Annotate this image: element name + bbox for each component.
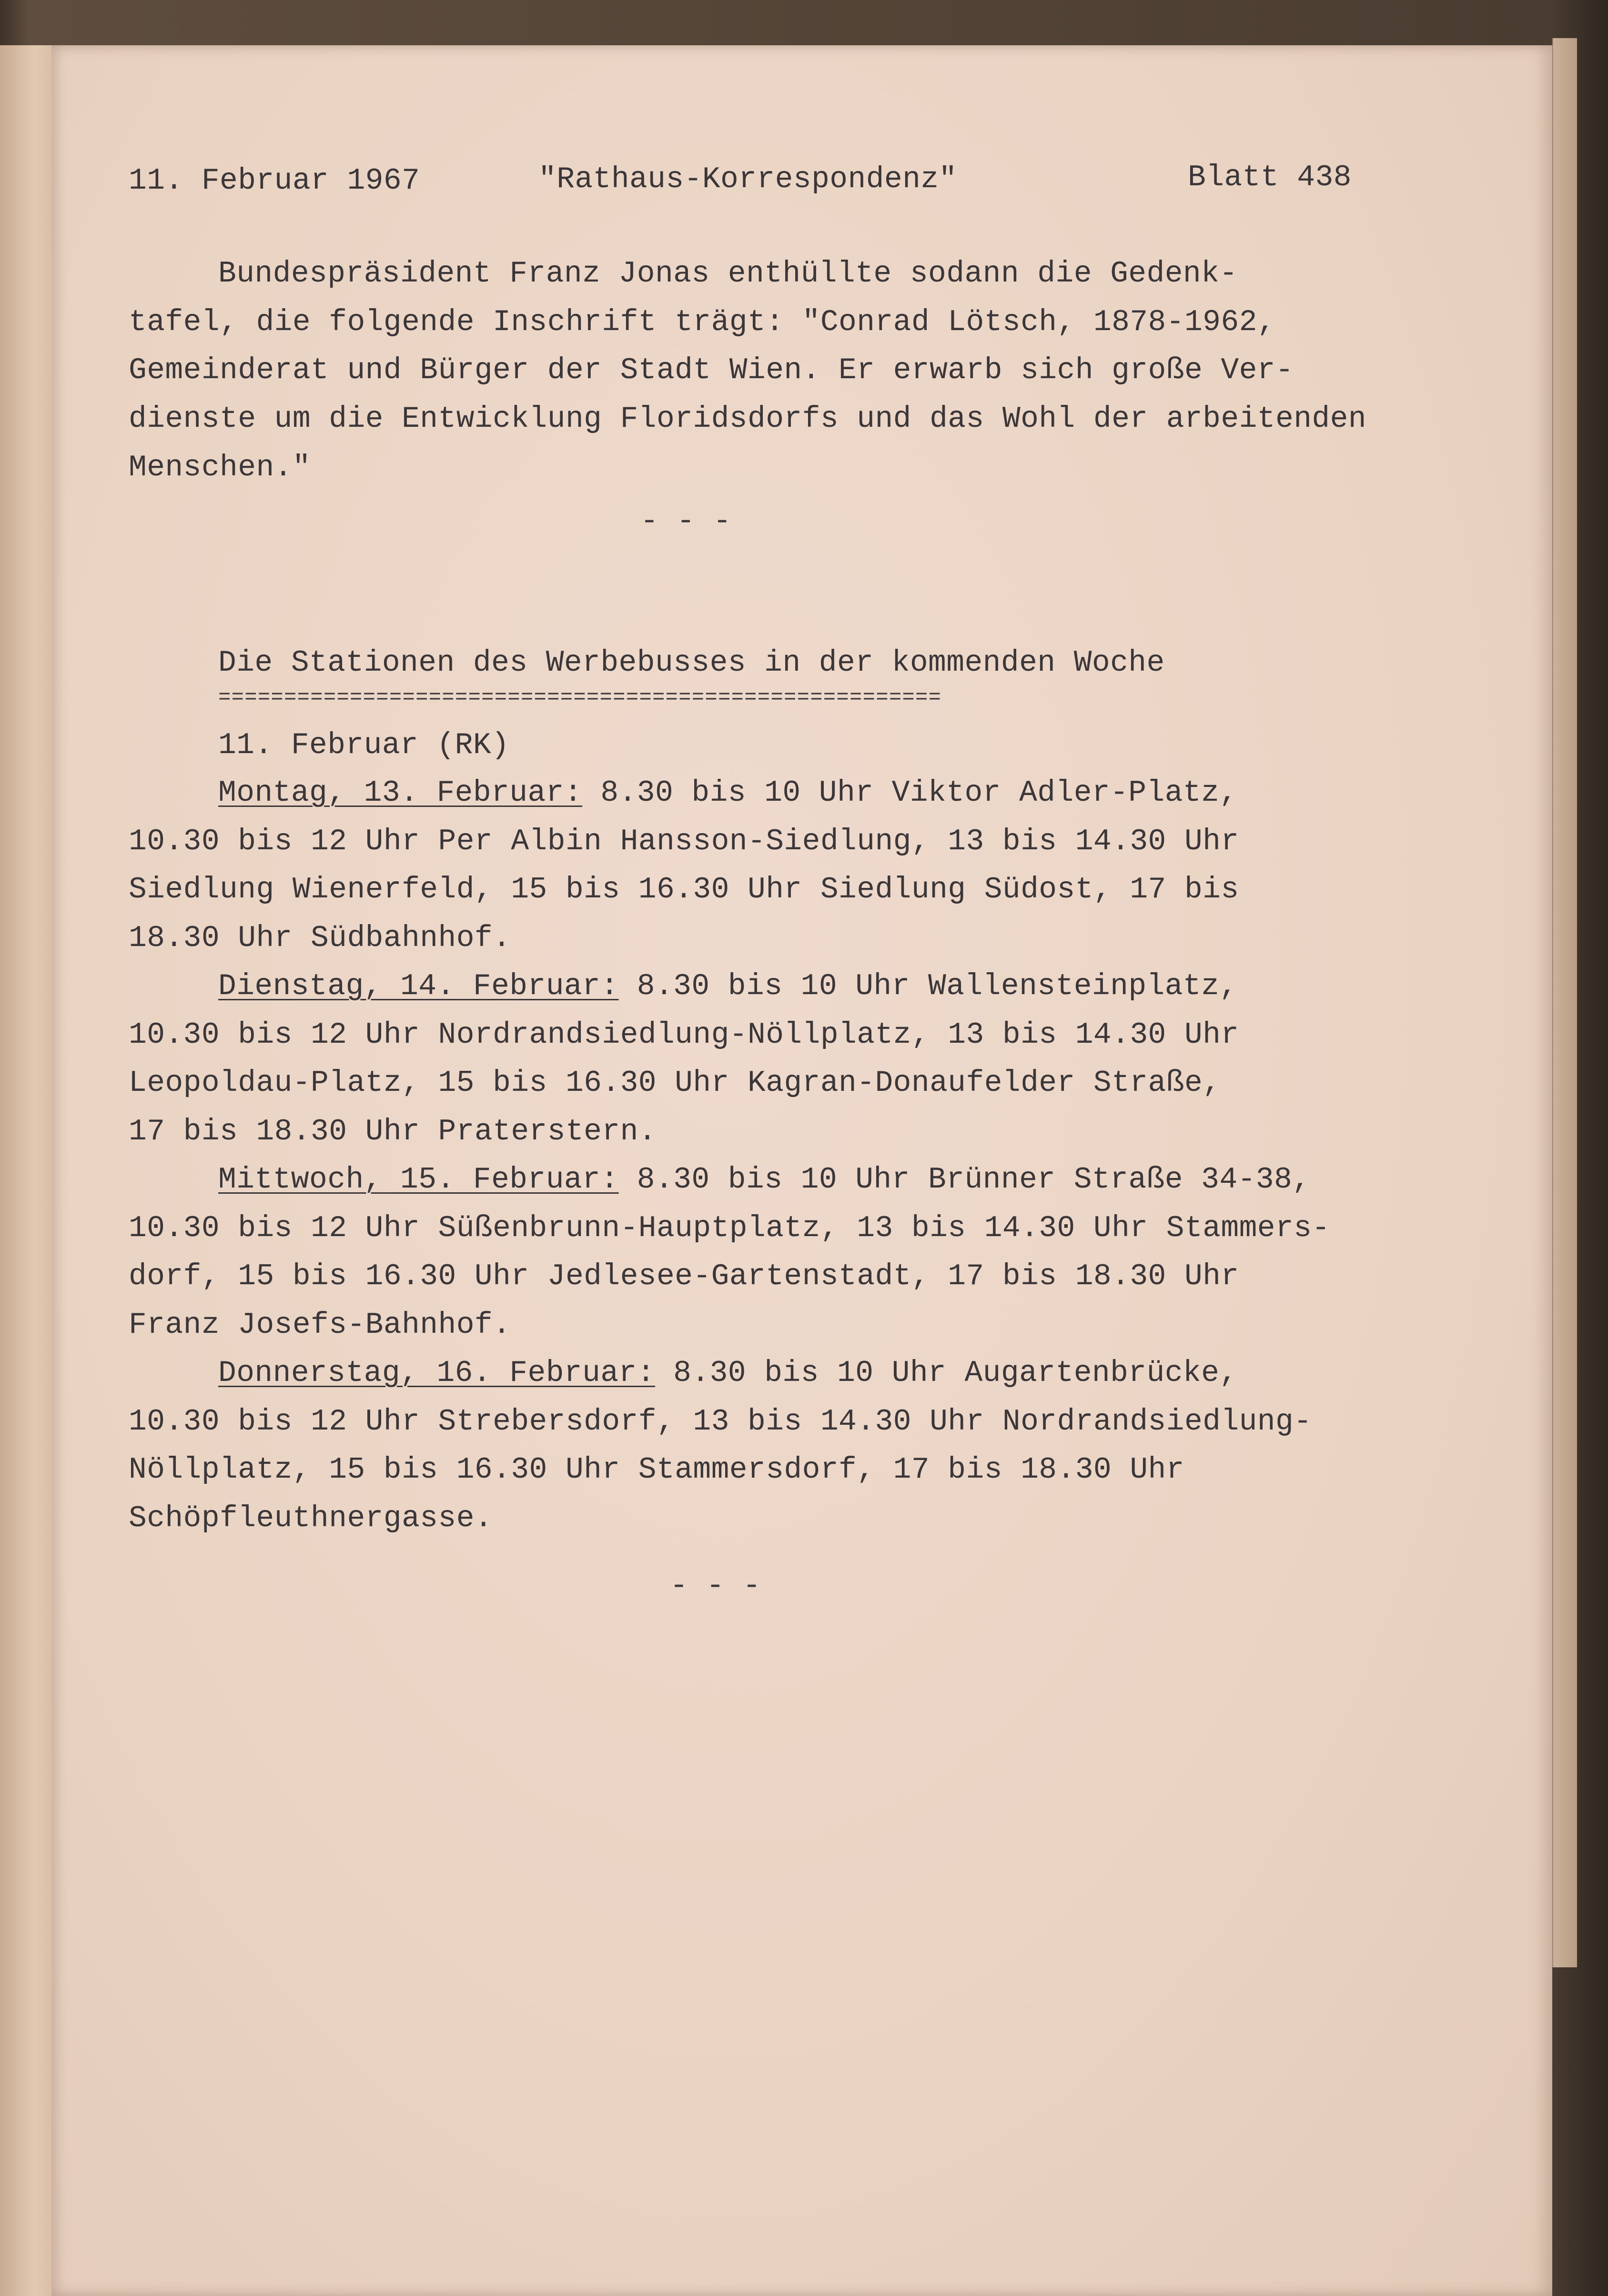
title-double-rule: ======================================================= <box>218 686 942 710</box>
facing-page-edge <box>0 45 59 2296</box>
day-first-line: 8.30 bis 10 Uhr Augartenbrücke, <box>655 1356 1238 1390</box>
schedule-line: 10.30 bis 12 Uhr Strebersdorf, 13 bis 14.30 Uhr Nordrandsiedlung- <box>129 1405 1312 1439</box>
header-publication: "Rathaus-Korrespondenz" <box>538 162 957 196</box>
intro-line: Gemeinderat und Bürger der Stadt Wien. Er erwarb sich große Ver- <box>129 353 1294 387</box>
schedule-line: 10.30 bis 12 Uhr Per Albin Hansson-Siedlung, 13 bis 14.30 Uhr <box>129 825 1239 858</box>
schedule-line: 18.30 Uhr Südbahnhof. <box>129 921 511 955</box>
schedule-line: Franz Josefs-Bahnhof. <box>129 1308 511 1342</box>
day-entry-thursday <box>218 1349 1238 1397</box>
section-separator: - - - <box>640 504 732 538</box>
article-dateline: 11. Februar (RK) <box>218 728 510 762</box>
day-label: Montag, 13. Februar: <box>218 776 583 810</box>
day-label: Dienstag, 14. Februar: <box>218 969 619 1003</box>
header-sheet-number: Blatt 438 <box>1188 161 1352 194</box>
intro-line: dienste um die Entwicklung Floridsdorfs und das Wohl der arbeitenden <box>129 402 1367 436</box>
binder-edge <box>1552 38 1577 1967</box>
intro-line: tafel, die folgende Inschrift trägt: "Conrad Lötsch, 1878-1962, <box>129 305 1275 339</box>
schedule-line: 10.30 bis 12 Uhr Süßenbrunn-Hauptplatz, 13 bis 14.30 Uhr Stammers- <box>129 1211 1330 1245</box>
schedule-line: Nöllplatz, 15 bis 16.30 Uhr Stammersdorf, 17 bis 18.30 Uhr <box>129 1453 1184 1487</box>
day-label: Mittwoch, 15. Februar: <box>218 1163 619 1197</box>
schedule-line: Schöpfleuthnergasse. <box>129 1501 493 1535</box>
day-first-line: 8.30 bis 10 Uhr Brünner Straße 34-38, <box>618 1163 1311 1197</box>
schedule-line: 10.30 bis 12 Uhr Nordrandsiedlung-Nöllplatz, 13 bis 14.30 Uhr <box>129 1018 1239 1052</box>
schedule-line: Siedlung Wienerfeld, 15 bis 16.30 Uhr Siedlung Südost, 17 bis <box>129 873 1239 906</box>
day-entry-wednesday <box>218 1156 1310 1204</box>
day-entry-monday <box>218 769 1238 817</box>
article-title: Die Stationen des Werbebusses in der kommenden Woche <box>218 646 1165 680</box>
schedule-line: dorf, 15 bis 16.30 Uhr Jedlesee-Gartenstadt, 17 bis 18.30 Uhr <box>129 1259 1239 1293</box>
day-first-line: 8.30 bis 10 Uhr Viktor Adler-Platz, <box>582 776 1238 810</box>
document-page <box>51 45 1552 2296</box>
day-first-line: 8.30 bis 10 Uhr Wallensteinplatz, <box>618 969 1238 1003</box>
header-date: 11. Februar 1967 <box>129 164 420 198</box>
schedule-line: 17 bis 18.30 Uhr Praterstern. <box>129 1115 657 1148</box>
intro-line: Menschen." <box>129 451 311 484</box>
intro-line: Bundespräsident Franz Jonas enthüllte sodann die Gedenk- <box>218 257 1238 291</box>
section-separator: - - - <box>670 1569 761 1603</box>
schedule-line: Leopoldau-Platz, 15 bis 16.30 Uhr Kagran-Donaufelder Straße, <box>129 1066 1221 1100</box>
day-label: Donnerstag, 16. Februar: <box>218 1356 655 1390</box>
day-entry-tuesday <box>218 963 1238 1010</box>
